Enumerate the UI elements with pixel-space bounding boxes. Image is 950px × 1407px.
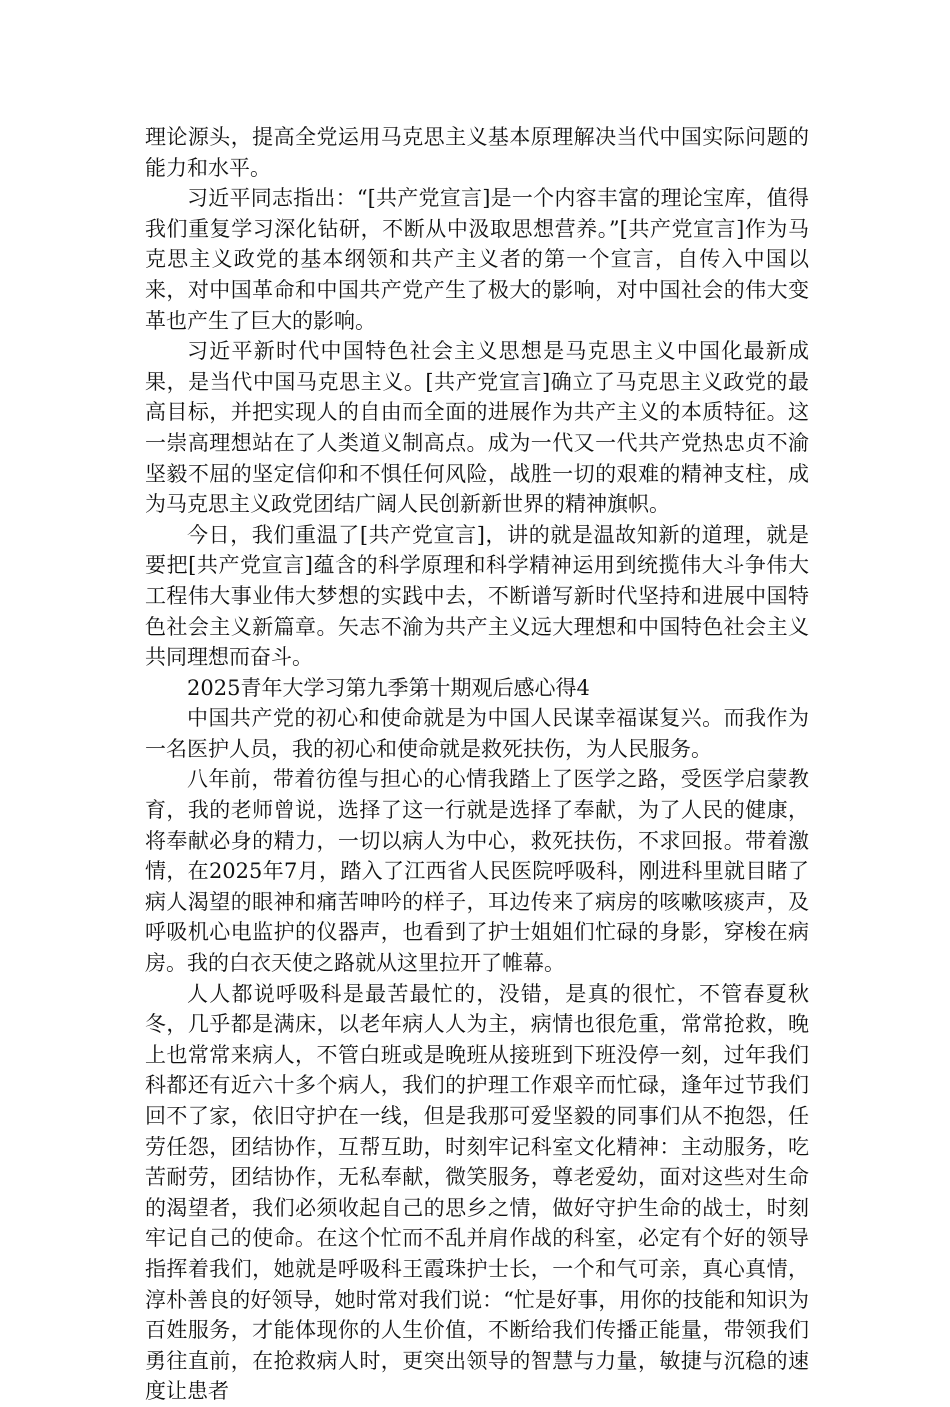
document-body: [145, 122, 809, 1407]
paragraph: 中国共产党的初心和使命就是为中国人民谋幸福谋复兴。而我作为一名医护人员，我的初心和使命就是救死扶伤，为人民服务。: [145, 706, 809, 761]
paragraph: 人人都说呼吸科是最苦最忙的，没错，是真的很忙，不管春夏秋冬，几乎都是满床，以老年病人人为主，病情也很危重，常常抢救，晚上也常常来病人，不管白班或是晚班从接班到下班没停一刻，过年我们科都还有近六十多个病人，我们的护理工作艰辛而忙碌，逢年过节我们回不了家，依旧守护在一线，但是我那可爱坚毅的同事们从不抱怨，任劳任怨，团结协作，互帮互助，时刻牢记科室文化精神：主动服务，吃苦耐劳，团结协作，无私奉献，微笑服务，尊老爱幼，面对这些对生命的渴望者，我们必须收起自己的思乡之情，做好守护生命的战士，时刻牢记自己的使命。在这个忙而不乱并肩作战的科室，必定有个好的领导指挥着我们，她就是呼吸科王霞珠护士长，一个和气可亲，真心真情，淳朴善良的好领导，她时常对我们说：“忙是好事，用你的技能和知识为百姓服务，才能体现你的人生价值，不断给我们传播正能量，带领我们勇往直前，在抢救病人时，更突出领导的智慧与力量，敏捷与沉稳的速度让患者: [145, 981, 809, 1404]
paragraph: 习近平同志指出：“[共产党宣言]是一个内容丰富的理论宝库，值得我们重复学习深化钻研，不断从中汲取思想营养。”[共产党宣言]作为马克思主义政党的基本纲领和共产主义者的第一个宣言，自传入中国以来，对中国革命和中国共产党产生了极大的影响，对中国社会的伟大变革也产生了巨大的影响。: [145, 186, 809, 333]
paragraph: 八年前，带着彷徨与担心的心情我踏上了医学之路，受医学启蒙教育，我的老师曾说，选择了这一行就是选择了奉献，为了人民的健康，将奉献必身的精力，一切以病人为中心，救死扶伤，不求回报。带着激情，在2025年7月，踏入了江西省人民医院呼吸科，刚进科里就目睹了病人渴望的眼神和痛苦呻吟的样子，耳边传来了病房的咳嗽咳痰声，及呼吸机心电监护的仪器声，也看到了护士姐姐们忙碌的身影，穿梭在病房。我的白衣天使之路就从这里拉开了帷幕。: [145, 767, 809, 976]
section-heading: 2025青年大学习第九季第十期观后感心得4: [187, 675, 590, 700]
paragraph: 今日，我们重温了[共产党宣言]，讲的就是温故知新的道理，就是要把[共产党宣言]蕴含的科学原理和科学精神运用到统揽伟大斗争伟大工程伟大事业伟大梦想的实践中去，不断谱写新时代坚持和进展中国特色社会主义新篇章。矢志不渝为共产主义远大理想和中国特色社会主义共同理想而奋斗。: [145, 522, 809, 670]
paragraph: 习近平新时代中国特色社会主义思想是马克思主义中国化最新成果，是当代中国马克思主义。[共产党宣言]确立了马克思主义政党的最高目标，并把实现人的自由而全面的进展作为共产主义的本质特征。这一崇高理想站在了人类道义制高点。成为一代又一代共产党热忠贞不渝坚毅不屈的坚定信仰和不惧任何风险，战胜一切的艰难的精神支柱，成为马克思主义政党团结广阔人民创新新世界的精神旗帜。: [145, 339, 809, 517]
paragraph: 理论源头，提高全党运用马克思主义基本原理解决当代中国实际问题的能力和水平。: [145, 125, 809, 180]
